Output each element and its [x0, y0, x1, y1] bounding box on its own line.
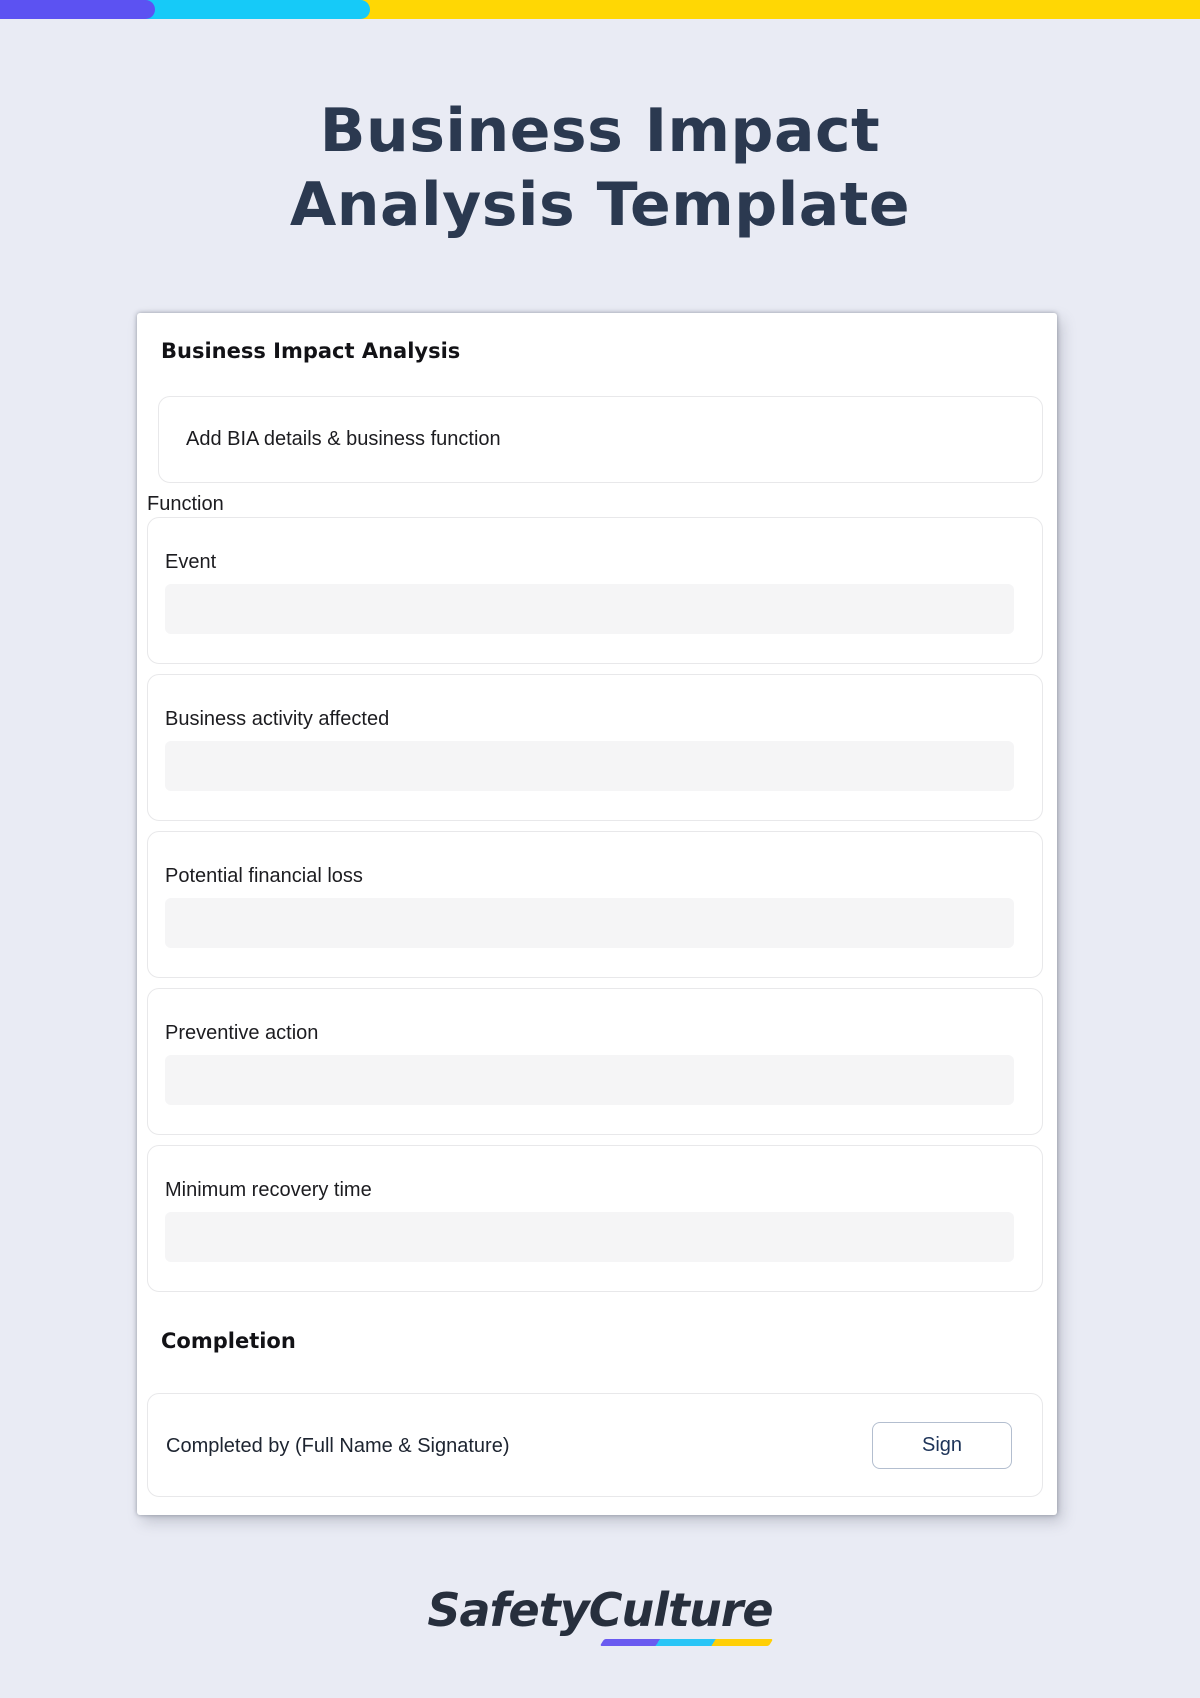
section-card-recovery-time [147, 1145, 1043, 1292]
page-title [0, 94, 1200, 242]
business-activity-text-input[interactable] [165, 741, 1014, 791]
bia-details-field[interactable] [158, 396, 1043, 483]
form-section-header-bia: Business Impact Analysis [161, 339, 461, 363]
section-label: Event [165, 551, 217, 573]
safetyculture-logo-underline [599, 1639, 772, 1646]
section-card-business-activity [147, 674, 1043, 821]
section-card-financial-loss [147, 831, 1043, 978]
footer [0, 1583, 1200, 1637]
section-label: Preventive action [165, 1022, 319, 1044]
page-title-line1: Business Impact [319, 96, 881, 166]
sign-button[interactable]: Sign [872, 1422, 1012, 1469]
section-label: Minimum recovery time [165, 1179, 372, 1201]
completed-by-label: Completed by (Full Name & Signature) [166, 1434, 510, 1457]
completion-card [147, 1393, 1043, 1497]
section-label: Business activity affected [165, 708, 390, 730]
bia-details-field-label: Add BIA details & business function [186, 428, 501, 450]
recovery-time-text-input[interactable] [165, 1212, 1014, 1262]
preventive-action-text-input[interactable] [165, 1055, 1014, 1105]
section-card-preventive-action [147, 988, 1043, 1135]
event-text-input[interactable] [165, 584, 1014, 634]
accent-bar-purple [0, 0, 155, 19]
financial-loss-text-input[interactable] [165, 898, 1014, 948]
page-title-line2: Analysis Template [289, 170, 911, 240]
function-label: Function [147, 493, 224, 515]
safetyculture-logo-text: SafetyCulture [427, 1583, 773, 1637]
form-card [137, 313, 1057, 1515]
form-section-header-completion: Completion [161, 1329, 296, 1353]
section-label: Potential financial loss [165, 865, 363, 887]
safetyculture-logo [427, 1583, 772, 1637]
section-card-event [147, 517, 1043, 664]
top-accent-bar [0, 0, 1200, 19]
